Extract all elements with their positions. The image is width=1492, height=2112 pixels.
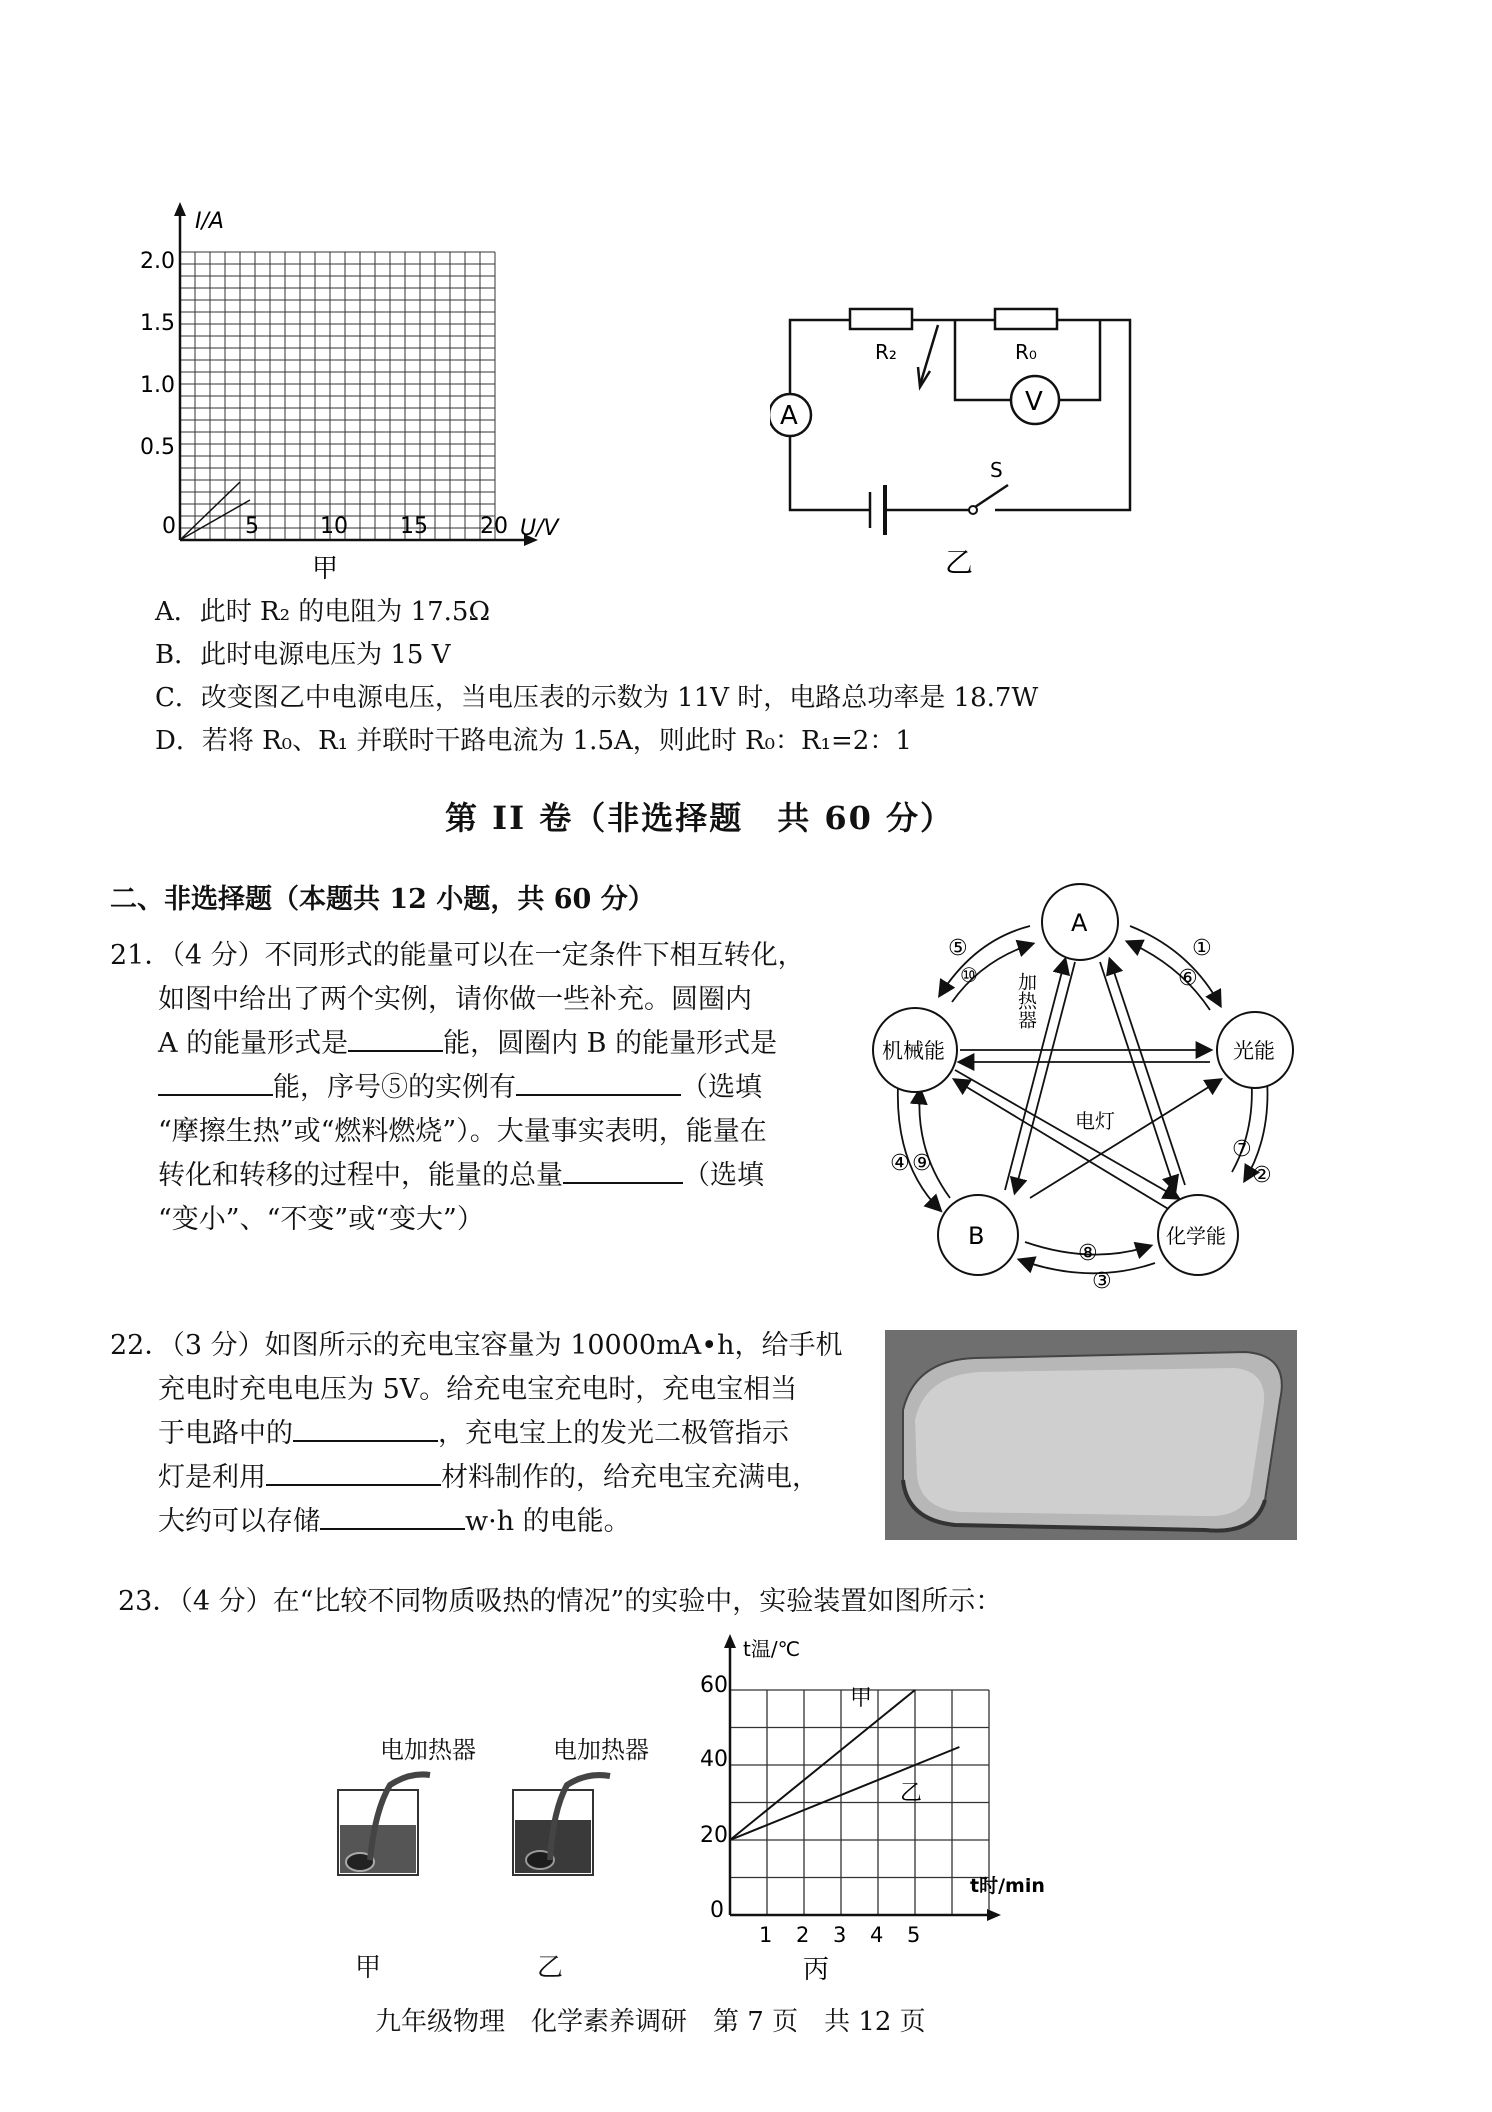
heater-label: 加热器 bbox=[1015, 972, 1037, 1029]
apparatus-caption-jia: 甲 bbox=[355, 1953, 382, 1983]
graph-jia-x-label: U/V bbox=[520, 516, 559, 541]
q21-blank-total[interactable] bbox=[563, 1156, 683, 1184]
energy-node-a-label: A bbox=[1071, 909, 1088, 937]
option-b: B．此时电源电压为 15 V bbox=[155, 640, 451, 670]
ammeter-label: A bbox=[780, 401, 798, 431]
q22-text: 于电路中的 bbox=[158, 1418, 293, 1449]
q21-blank-5[interactable] bbox=[516, 1068, 681, 1096]
graph-bing-x-tick: 5 bbox=[907, 1923, 921, 1947]
q21-line-4 bbox=[158, 1068, 762, 1108]
voltmeter-branch-right bbox=[1060, 320, 1100, 400]
q22-line-2: 充电时充电电压为 5V。给充电宝充电时，充电宝相当 bbox=[158, 1374, 798, 1405]
q21-line-5: “摩擦生热”或“燃料燃烧”）。大量事实表明，能量在 bbox=[158, 1116, 767, 1147]
page-footer: 九年级物理 化学素养调研 第 7 页 共 12 页 bbox=[375, 2007, 926, 2037]
resistor-r2 bbox=[850, 309, 912, 329]
slider-arrow bbox=[920, 325, 938, 385]
q21-line-2: 如图中给出了两个实例，请你做一些补充。圆圈内 bbox=[158, 984, 752, 1015]
circuit-wire-top-left bbox=[790, 320, 850, 395]
series-line-yi bbox=[730, 1747, 959, 1840]
circuit-yi bbox=[770, 295, 1150, 585]
energy-node-b-label: B bbox=[968, 1222, 985, 1250]
option-d: D．若将 R₀、R₁ 并联时干路电流为 1.5A，则此时 R₀：R₁=2：1 bbox=[155, 726, 912, 756]
graph-bing-y-tick: 40 bbox=[700, 1747, 728, 1772]
graph-jia-y-label: I/A bbox=[195, 209, 224, 234]
graph-jia-x-tick: 0 bbox=[162, 514, 176, 539]
voltmeter-label: V bbox=[1025, 387, 1043, 417]
r0-label: R₀ bbox=[1015, 340, 1037, 364]
graph-bing-x-label: t时/min bbox=[970, 1875, 1045, 1897]
graph-bing-x-tick: 4 bbox=[870, 1923, 884, 1947]
arrow-chem-to-a bbox=[1110, 960, 1185, 1185]
q22-line-5 bbox=[158, 1502, 631, 1542]
q21-text: 转化和转移的过程中，能量的总量 bbox=[158, 1160, 563, 1191]
arrow-number: ⑩ bbox=[960, 963, 978, 987]
resistor-r0 bbox=[995, 309, 1057, 329]
graph-bing-series-label-yi: 乙 bbox=[900, 1781, 923, 1806]
q21-line-1: 21．（4 分）不同形式的能量可以在一定条件下相互转化， bbox=[110, 940, 805, 971]
graph-jia-grid bbox=[180, 252, 495, 540]
lamp-label: 电灯 bbox=[1075, 1109, 1115, 1133]
graph-jia-y-arrow bbox=[174, 202, 186, 216]
graph-jia-x-tick: 10 bbox=[320, 514, 348, 539]
arrow-chem-to-mech bbox=[955, 1080, 1170, 1210]
energy-node-mech-label: 机械能 bbox=[882, 1039, 945, 1063]
graph-bing-caption: 丙 bbox=[803, 1955, 830, 1985]
graph-jia-x-tick: 5 bbox=[245, 514, 259, 539]
arrow-number: ③ bbox=[1092, 1269, 1112, 1294]
graph-jia-y-tick: 1.0 bbox=[140, 373, 175, 398]
circuit-caption: 乙 bbox=[945, 546, 974, 579]
arrow-number: ⑥ bbox=[1178, 966, 1198, 991]
arrow-b-to-mech bbox=[919, 1090, 950, 1198]
q21-blank-a[interactable] bbox=[348, 1024, 443, 1052]
voltmeter-branch-left bbox=[955, 320, 1010, 400]
graph-bing-y-tick: 20 bbox=[700, 1823, 728, 1848]
graph-bing-series-label-jia: 甲 bbox=[850, 1686, 873, 1711]
q22-line-1: 22．（3 分）如图所示的充电宝容量为 10000mA•h，给手机 bbox=[110, 1330, 843, 1361]
q22-text: 灯是利用 bbox=[158, 1462, 266, 1493]
power-bank-photo bbox=[885, 1330, 1297, 1540]
graph-bing-y-arrow bbox=[724, 1634, 736, 1648]
q22-text: w·h 的电能。 bbox=[465, 1506, 631, 1537]
q21-text: （选填 bbox=[683, 1160, 764, 1191]
r2-label: R₂ bbox=[875, 340, 897, 364]
q21-text: 能，序号⑤的实例有 bbox=[273, 1072, 516, 1103]
q22-line-3 bbox=[158, 1414, 789, 1454]
arrow-a-to-chem bbox=[1100, 962, 1175, 1190]
option-a: A．此时 R₂ 的电阻为 17.5Ω bbox=[155, 597, 491, 627]
q21-line-6 bbox=[158, 1156, 764, 1196]
graph-bing bbox=[695, 1630, 1065, 1990]
graph-jia-x-tick: 15 bbox=[400, 514, 428, 539]
arrow-number: ④ bbox=[890, 1151, 910, 1176]
graph-jia-y-tick: 2.0 bbox=[140, 249, 175, 274]
q22-blank-energy[interactable] bbox=[320, 1502, 465, 1530]
beaker-yi bbox=[505, 1770, 615, 1880]
switch-pivot bbox=[969, 506, 977, 514]
q22-text: ，充电宝上的发光二极管指示 bbox=[438, 1418, 789, 1449]
q21-line-3 bbox=[158, 1024, 777, 1064]
graph-bing-grid bbox=[730, 1690, 989, 1915]
section-title: 第 II 卷（非选择题 共 60 分） bbox=[445, 799, 955, 837]
arrow-mech-to-chem bbox=[955, 1070, 1178, 1198]
q22-text: 材料制作的，给充电宝充满电， bbox=[441, 1462, 819, 1493]
heater-label-2: 电加热器 bbox=[553, 1736, 649, 1764]
graph-jia bbox=[140, 200, 580, 580]
graph-jia-y-tick: 0.5 bbox=[140, 435, 175, 460]
q21-line-7: “变小”、“不变”或“变大”） bbox=[158, 1204, 484, 1235]
switch-label: S bbox=[990, 458, 1003, 482]
graph-bing-y-tick: 60 bbox=[700, 1673, 728, 1698]
heater-label-1: 电加热器 bbox=[380, 1736, 476, 1764]
graph-bing-x-tick: 1 bbox=[759, 1923, 773, 1947]
arrow-number: ⑤ bbox=[948, 936, 968, 961]
q23-line-1: 23．（4 分）在“比较不同物质吸热的情况”的实验中，实验装置如图所示： bbox=[118, 1586, 1003, 1617]
arrow-number: ① bbox=[1192, 936, 1212, 961]
q21-text: 能，圆圈内 B 的能量形式是 bbox=[443, 1028, 778, 1059]
graph-jia-y-tick: 1.5 bbox=[140, 311, 175, 336]
q21-blank-b[interactable] bbox=[158, 1068, 273, 1096]
graph-bing-x-arrow bbox=[987, 1909, 1001, 1921]
q21-text: （选填 bbox=[681, 1072, 762, 1103]
circuit-wire-left-low bbox=[790, 435, 870, 510]
apparatus-caption-yi: 乙 bbox=[537, 1953, 564, 1983]
graph-jia-caption: 甲 bbox=[312, 554, 339, 580]
energy-node-light-label: 光能 bbox=[1233, 1039, 1275, 1063]
option-c: C．改变图乙中电源电压，当电压表的示数为 11V 时，电路总功率是 18.7W bbox=[155, 683, 1039, 713]
q21-text: A 的能量形式是 bbox=[158, 1028, 349, 1059]
arrow-b-to-light-lamp bbox=[1030, 1080, 1220, 1198]
part-heading: 二、非选择题（本题共 12 小题，共 60 分） bbox=[110, 884, 655, 915]
arrow-number: ⑦ bbox=[1232, 1137, 1252, 1162]
graph-bing-y-label: t温/℃ bbox=[743, 1637, 801, 1661]
graph-jia-x-tick: 20 bbox=[480, 514, 508, 539]
arrow-number: ② bbox=[1252, 1163, 1272, 1188]
switch-s bbox=[975, 485, 1008, 507]
energy-diagram bbox=[860, 880, 1300, 1310]
beaker-jia bbox=[330, 1770, 440, 1880]
graph-bing-x-tick: 3 bbox=[833, 1923, 847, 1947]
q22-text: 大约可以存储 bbox=[158, 1506, 320, 1537]
q22-blank-circuit-role[interactable] bbox=[293, 1414, 438, 1442]
q22-blank-material[interactable] bbox=[266, 1458, 441, 1486]
q22-line-4 bbox=[158, 1458, 819, 1498]
arrow-number: ⑧ bbox=[1078, 1241, 1098, 1266]
arrow-number: ⑨ bbox=[912, 1151, 932, 1176]
graph-bing-x-tick: 2 bbox=[796, 1923, 810, 1947]
energy-node-chem-label: 化学能 bbox=[1166, 1224, 1226, 1248]
graph-bing-y-tick: 0 bbox=[710, 1898, 724, 1923]
